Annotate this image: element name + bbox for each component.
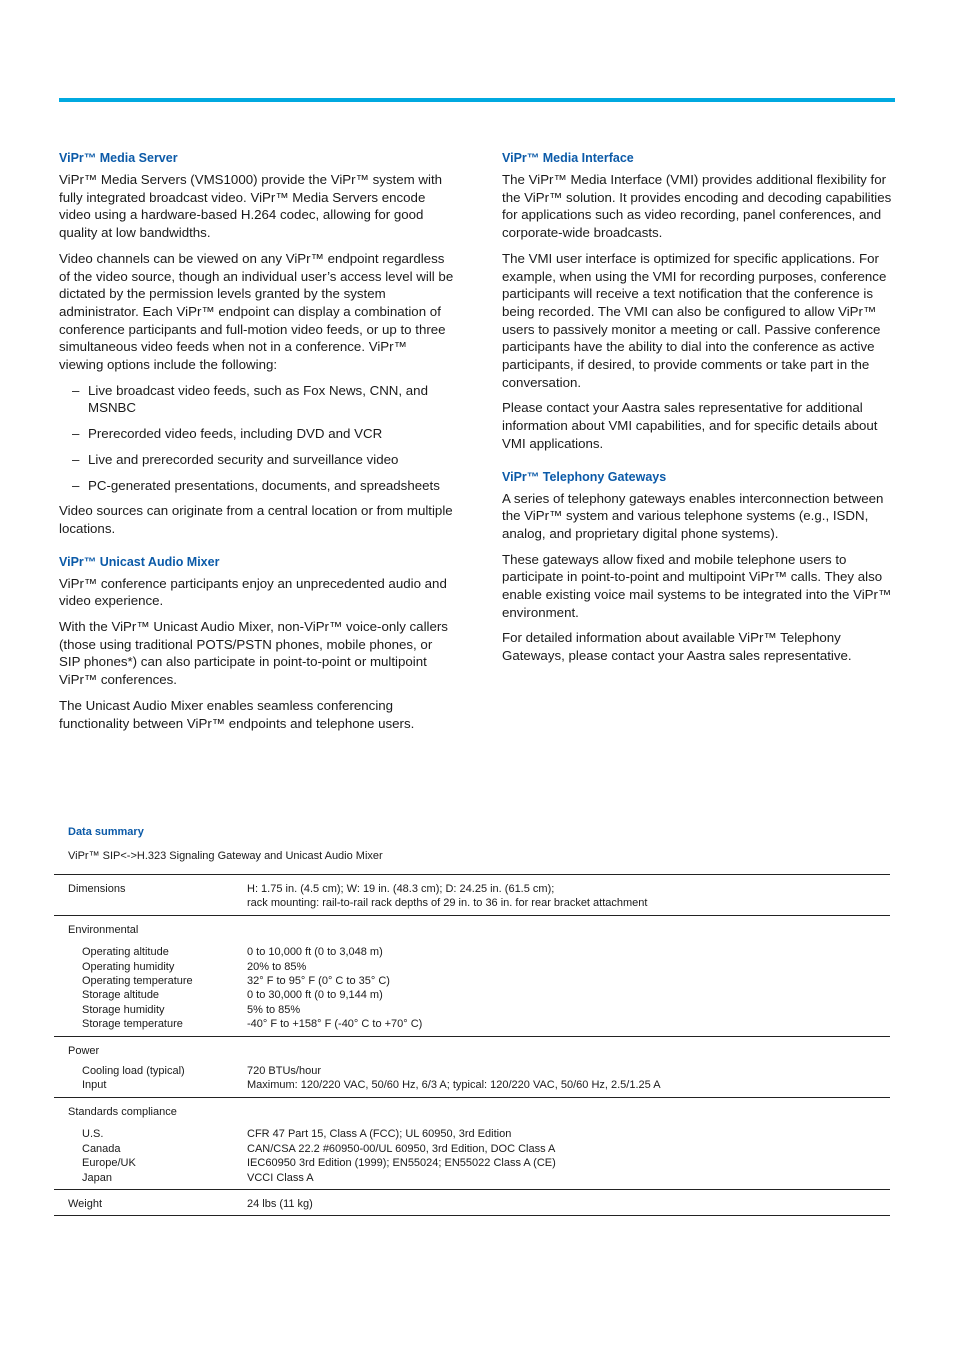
media-server-paragraph-2: Video channels can be viewed on any ViPr™ endpoint regardless of the video source, though an individual user’s access level will be dictated by the permission levels granted by the system administrator. Each ViPr™ endpoint can display a combination of conference participants and full-motion video feeds, or up to three simultaneous video feeds when not in a conference. ViPr™ viewing options include the following: [59, 250, 454, 373]
spec-section-standards [54, 1098, 890, 1190]
audio-mixer-paragraph-2: With the ViPr™ Unicast Audio Mixer, non-ViPr™ voice-only callers (those using traditional POTS/PSTN phones, mobile phones, or SIP phones*) can also participate in point-to-point or multipoint ViPr™ conferences. [59, 619, 448, 688]
media-server-paragraph-1: ViPr™ Media Servers (VMS1000) provide the ViPr™ system with fully integrated broadcast video. ViPr™ Media Servers encode video using a hardware-based H.264 codec, allowing for good quality at low bandwidths. [59, 172, 443, 241]
dash-bullet: – [72, 477, 80, 493]
telephony-paragraph-3: For detailed information about available ViPr™ Telephony Gateways, please contact your Aastra sales representative. [502, 630, 852, 664]
left-column [59, 150, 454, 740]
table-row: U.S. CFR 47 Part 15, Class A (FCC); UL 60950, 3rd Edition [82, 1128, 512, 1141]
table-row: Weight 24 lbs (11 kg) [68, 1197, 313, 1210]
media-interface-paragraph-1: The ViPr™ Media Interface (VMI) provides additional flexibility for the ViPr™ solution. It provides encoding and decoding capabilities for applications such as video recording, panel conferences, and corporate-wide broadcasts. [502, 172, 892, 241]
data-summary-subtitle: ViPr™ SIP<->H.323 Signaling Gateway and Unicast Audio Mixer [68, 850, 383, 862]
telephony-paragraph-1: A series of telephony gateways enables interconnection between the ViPr™ system and various telephone systems (e.g., ISDN, analog, and proprietary digital phone systems). [502, 490, 884, 541]
list-item: – Live and prerecorded security and surveillance video [72, 451, 399, 467]
table-row [54, 882, 890, 911]
table-row: Operating humidity 20% to 85% [82, 960, 307, 973]
spec-section-environmental [54, 916, 890, 1037]
section-heading: Power [68, 1044, 100, 1057]
table-row: Storage humidity 5% to 85% [82, 1003, 301, 1016]
media-interface-heading: ViPr™ Media Interface [502, 151, 634, 165]
media-interface-paragraph-3: Please contact your Aastra sales representative for additional information about VMI capabilities, and for specific details about VMI applications. [502, 400, 878, 451]
media-interface-paragraph-2: The VMI user interface is optimized for specific applications. For example, when using the VMI for recording purposes, conference participants will receive a text notification that the conference is being recorded. The VMI can also be configured to allow ViPr™ users to passively monitor a meeting or call. Passive conference participants have the ability to dial into the conference as active participants, if desired, to provide comments or take part in the conversation. [502, 250, 887, 390]
table-row: Storage temperature -40° F to +158° F (-40° C to +70° C) [82, 1018, 423, 1031]
spec-section-dimensions [54, 875, 890, 916]
audio-mixer-heading: ViPr™ Unicast Audio Mixer [59, 554, 220, 569]
telephony-paragraph-2: These gateways allow fixed and mobile telephone users to participate in point-to-point and multipoint ViPr™ calls. They also enable existing voice mail systems to be integrated into the ViPr™ environment. [502, 551, 892, 620]
media-server-closing: Video sources can originate from a central location or from multiple locations. [59, 503, 453, 536]
table-row: Operating temperature 32° F to 95° F (0° C to 35° C) [82, 975, 390, 988]
table-row: Japan VCCI Class A [82, 1171, 314, 1184]
table-row: Europe/UK IEC60950 3rd Edition (1999); EN55024; EN55022 Class A (CE) [82, 1157, 556, 1170]
list-item: – Live broadcast video feeds, such as Fox News, CNN, and MSNBC [72, 382, 428, 416]
spec-value: H: 1.75 in. (4.5 cm); W: 19 in. (48.3 cm); D: 24.25 in. (61.5 cm); rack mounting: rail-to-rail rack depths of 29 in. to 36 in. for rear bracket attachment [247, 883, 648, 910]
table-row: Storage altitude 0 to 30,000 ft (0 to 9,144 m) [82, 989, 383, 1002]
dash-bullet: – [72, 451, 80, 467]
spec-section-weight [54, 1190, 890, 1216]
right-column [502, 150, 898, 673]
table-row: Input Maximum: 120/220 VAC, 50/60 Hz, 6/3 A; typical: 120/220 VAC, 50/60 Hz, 2.5/1.25 A [82, 1079, 661, 1092]
audio-mixer-paragraph-1: ViPr™ conference participants enjoy an unprecedented audio and video experience. [59, 575, 447, 609]
section-heading: Environmental [68, 923, 139, 936]
table-row: Operating altitude 0 to 10,000 ft (0 to 3,048 m) [82, 946, 383, 959]
spec-label: Dimensions [68, 883, 126, 895]
audio-mixer-paragraph-3: The Unicast Audio Mixer enables seamless conferencing functionality between ViPr™ endpoints and telephone users. [59, 697, 415, 731]
data-summary-title: Data summary [68, 826, 144, 838]
table-row: Cooling load (typical) 720 BTUs/hour [82, 1065, 321, 1078]
spec-section-power [54, 1037, 890, 1098]
media-server-heading: ViPr™ Media Server [59, 151, 178, 165]
telephony-heading: ViPr™ Telephony Gateways [502, 469, 667, 484]
list-item: – PC-generated presentations, documents, and spreadsheets [72, 477, 440, 493]
table-row: Canada CAN/CSA 22.2 #60950-00/UL 60950, 3rd Edition, DOC Class A [82, 1142, 556, 1155]
header-accent-bar [59, 98, 895, 102]
section-heading: Standards compliance [68, 1105, 177, 1118]
dash-bullet: – [72, 382, 80, 398]
spec-table [54, 874, 890, 1216]
list-item: – Prerecorded video feeds, including DVD and VCR [72, 426, 383, 442]
viewing-options-list [59, 382, 454, 495]
dash-bullet: – [72, 426, 80, 442]
